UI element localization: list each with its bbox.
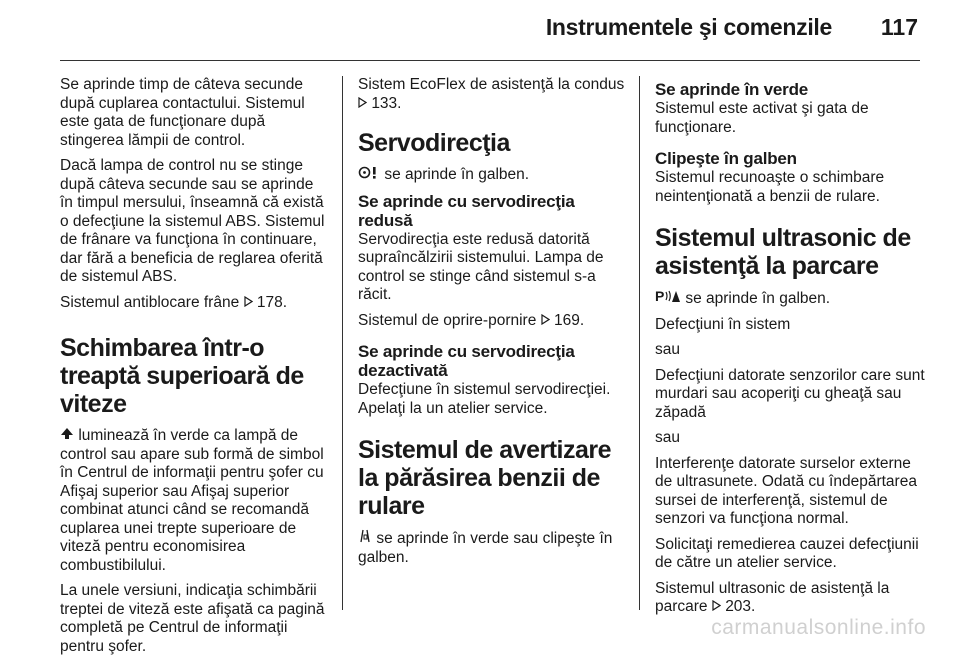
paragraph xyxy=(358,312,626,331)
page-reference[interactable]: 169. xyxy=(553,311,585,329)
subsection xyxy=(655,149,925,206)
column-left xyxy=(60,76,330,663)
paragraph xyxy=(358,166,626,185)
paragraph xyxy=(60,427,330,575)
subsection-heading: Clipeşte în galben xyxy=(655,149,797,168)
watermark: carmanualsonline.info xyxy=(711,616,926,639)
subsection-heading: Se aprinde cu servodirecţia dezactivată xyxy=(358,342,575,380)
lane-departure-icon xyxy=(358,530,372,547)
paragraph: La unele versiuni, indicaţia schimbării treptei de viteză este afişată ca pagină completă pe Centrul de informaţii pentru şofer. xyxy=(60,582,325,655)
paragraph-text: se aprinde în verde sau clipeşte în galben. xyxy=(358,530,613,566)
paragraph-text: Sistem EcoFlex de asistenţă la condus xyxy=(358,76,625,93)
paragraph: Solicitaţi remedierea cauzei defecţiunii de către un atelier service. xyxy=(655,535,919,571)
subsection-heading: Se aprinde cu servodirecţia redusă xyxy=(358,191,575,230)
cross-ref-icon xyxy=(244,294,253,311)
upshift-arrow-icon xyxy=(60,427,74,444)
paragraph xyxy=(60,294,330,313)
page-number: 117 xyxy=(880,14,918,40)
paragraph xyxy=(358,76,626,113)
subsection xyxy=(358,192,626,305)
column-middle xyxy=(358,76,626,574)
paragraph xyxy=(655,289,925,309)
paragraph: Sistemul recunoaşte o schimbare neintenţionată a benzii de rulare. xyxy=(655,169,885,205)
section-heading: Sistemul de avertizare la părăsirea benzii de rulare xyxy=(358,436,612,520)
paragraph: Se aprinde timp de câteva secunde după cuplarea contactului. Sistemul este gata de funcţionare după stingerea lămpii de control. xyxy=(60,76,305,149)
paragraph xyxy=(655,580,925,617)
subsection xyxy=(358,342,626,418)
paragraph-text: luminează în verde ca lampă de control sau apare sub formă de simbol în Centrul de informaţii pentru şofer cu Afişaj superior sau Afişaj superior combinat atunci când se recomandă cuplarea unei trepte superioare de viteză pentru economisirea combustibilului. xyxy=(60,427,324,574)
paragraph-text: Sistemul de oprire-pornire xyxy=(358,311,537,329)
section-heading: Sistemul ultrasonic de asistenţă la parcare xyxy=(655,224,911,280)
paragraph xyxy=(358,529,626,567)
paragraph: Sistemul este activat şi gata de funcţionare. xyxy=(655,100,869,136)
paragraph-text: se aprinde în galben. xyxy=(685,290,831,307)
svg-text:P: P xyxy=(655,289,665,303)
paragraph: Interferenţe datorate surselor externe de ultrasunete. Odată cu îndepărtarea sursei de interferenţă, sistemul de senzori va funcţiona normal. xyxy=(655,454,917,527)
subsection xyxy=(655,80,925,137)
subsection-heading: Se aprinde în verde xyxy=(655,80,809,99)
paragraph: Defecţiuni datorate senzorilor care sunt murdari sau acoperiţi cu gheaţă sau zăpadă xyxy=(655,366,925,421)
page-header xyxy=(60,0,920,61)
power-steering-warning-icon xyxy=(358,166,380,183)
paragraph: Dacă lampa de control nu se stinge după câteva secunde sau se aprinde în timpul mersului, înseamnă că există o defecţiune la sistemul ABS. Sistemul de frânare va funcţiona în continuare, dar fără a beneficia de reglarea oferită de sistemul ABS. xyxy=(60,157,325,285)
column-divider xyxy=(639,76,640,610)
paragraph-text: se aprinde în galben. xyxy=(384,166,530,183)
cross-ref-icon xyxy=(541,312,550,329)
column-divider xyxy=(342,76,343,610)
section-heading: Servodirecţia xyxy=(358,129,510,157)
paragraph: Defecţiune în sistemul servodirecţiei. Apelaţi la un atelier service. xyxy=(358,381,611,417)
page-reference[interactable]: 203. xyxy=(725,598,756,615)
paragraph: sau xyxy=(655,341,680,358)
parking-assist-icon xyxy=(655,290,681,307)
paragraph-text: Sistemul ultrasonic de asistenţă la parcare xyxy=(655,579,890,615)
paragraph: Defecţiuni în sistem xyxy=(655,315,791,333)
page-reference[interactable]: 178. xyxy=(256,293,288,311)
cross-ref-icon xyxy=(358,95,367,112)
paragraph: sau xyxy=(655,429,680,446)
page-reference[interactable]: 133. xyxy=(371,94,402,112)
paragraph: Servodirecţia este redusă datorită supraîncălzirii sistemului. Lampa de control se stinge când sistemul s-a răcit. xyxy=(358,230,604,303)
column-right xyxy=(655,76,925,624)
section-heading: Schimbarea într-o treaptă superioară de viteze xyxy=(60,334,304,418)
cross-ref-icon xyxy=(712,598,721,615)
page-title: Instrumentele şi comenzile xyxy=(545,14,832,40)
paragraph-text: Sistemul antiblocare frâne xyxy=(60,293,240,311)
